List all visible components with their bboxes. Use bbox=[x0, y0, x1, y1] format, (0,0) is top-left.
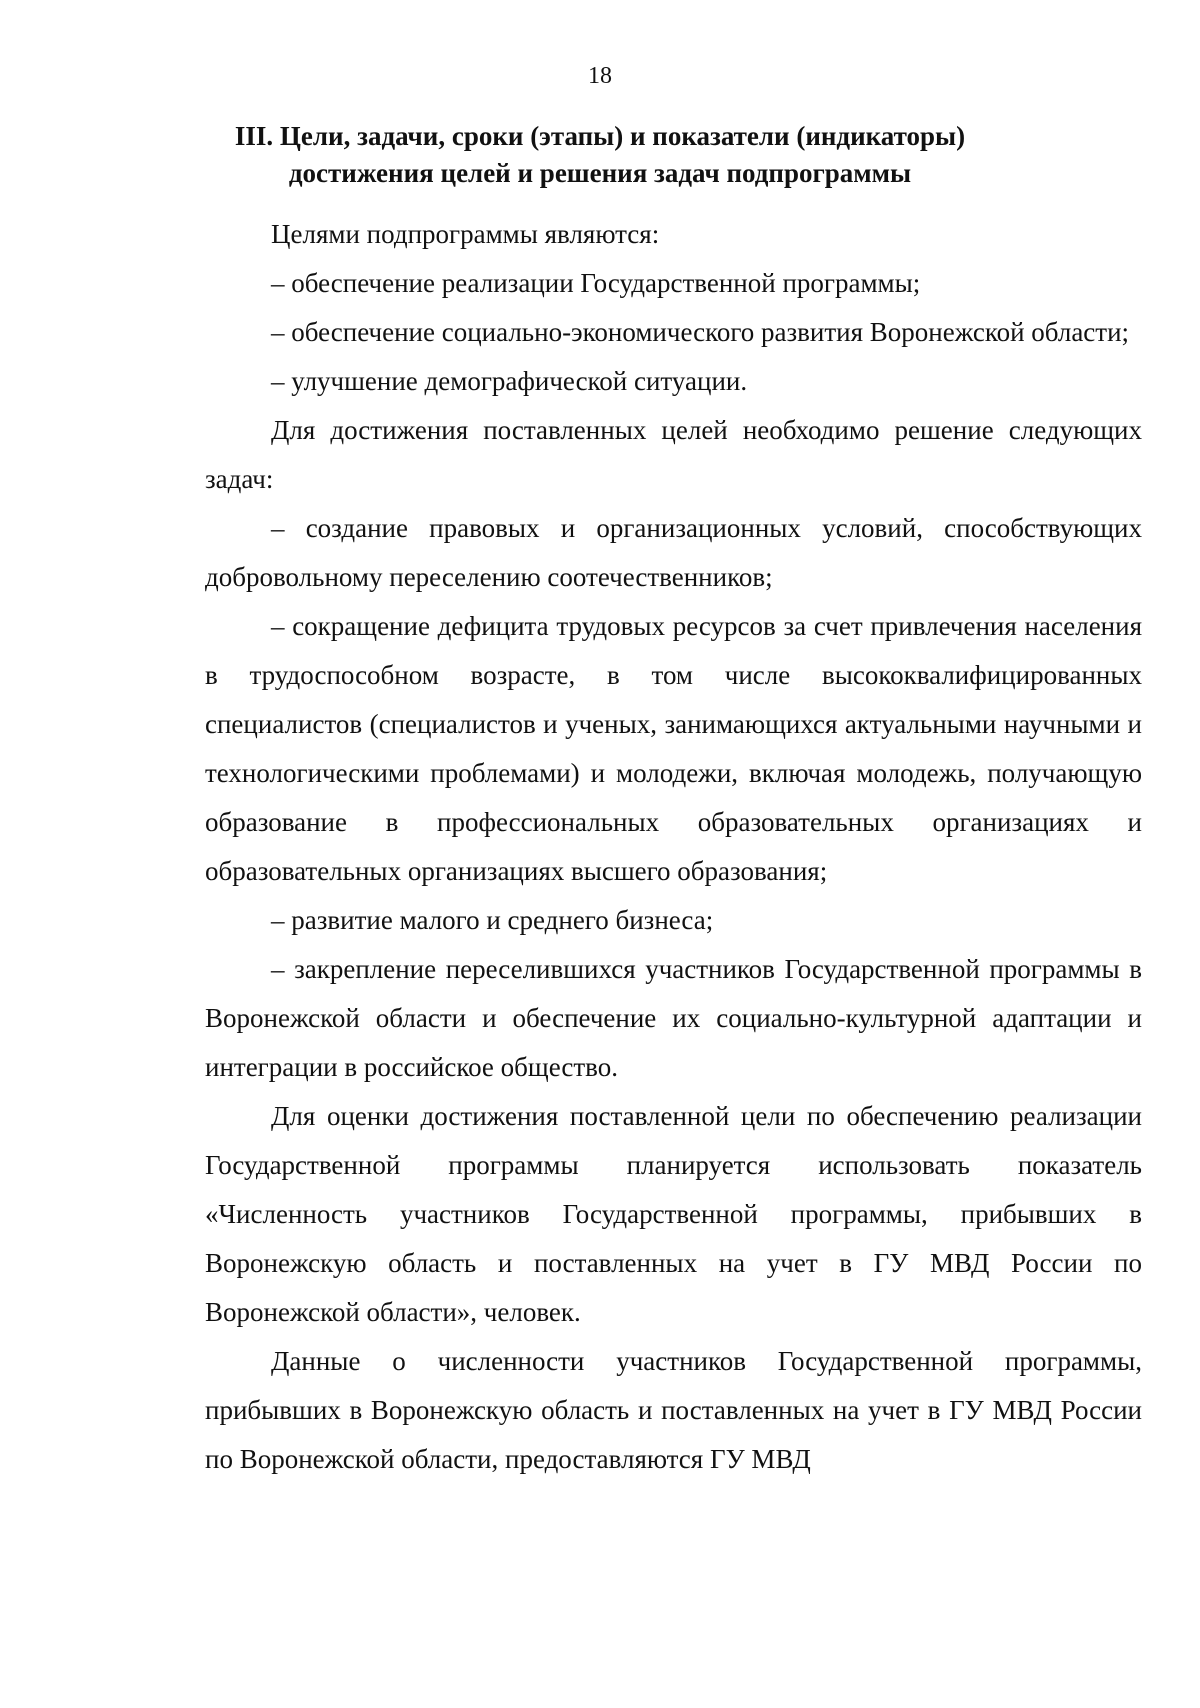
paragraph-task-4: – закрепление переселившихся участников Государственной программы в Воронежской области и обеспечение их социально-культурной адаптации и интеграции в российское общество. bbox=[205, 954, 1142, 1082]
paragraph-goal-3: – улучшение демографической ситуации. bbox=[271, 366, 748, 396]
paragraph-task-1: – создание правовых и организационных условий, способствующих добровольному переселению соотечественников; bbox=[205, 513, 1142, 592]
section-title-line-2: достижения целей и решения задач подпрограммы bbox=[288, 158, 912, 188]
paragraph-goals-intro: Целями подпрограммы являются: bbox=[271, 219, 660, 249]
paragraph-task-3: – развитие малого и среднего бизнеса; bbox=[271, 905, 714, 935]
section-title-line-1: III. Цели, задачи, сроки (этапы) и показатели (индикаторы) bbox=[234, 121, 966, 151]
section-title bbox=[150, 118, 1050, 192]
paragraph-goal-1: – обеспечение реализации Государственной программы; bbox=[271, 268, 921, 298]
paragraph-goal-2: – обеспечение социально-экономического развития Воронежской области; bbox=[271, 317, 1130, 347]
body-text bbox=[205, 210, 1142, 1484]
paragraph-task-2: – сокращение дефицита трудовых ресурсов за счет привлечения населения в трудоспособном возрасте, в том числе высококвалифицированных специалистов (специалистов и ученых, занимающихся актуальными научными и технологическими проблемами) и молодежи, включая молодежь, получающую образование в профессиональных образовательных организациях и образовательных организациях высшего образования; bbox=[205, 611, 1142, 886]
paragraph-indicator: Для оценки достижения поставленной цели по обеспечению реализации Государственной программы планируется использовать показатель «Численность участников Государственной программы, прибывших в Воронежскую область и поставленных на учет в ГУ МВД России по Воронежской области», человек. bbox=[205, 1101, 1142, 1327]
paragraph-tasks-intro: Для достижения поставленных целей необходимо решение следующих задач: bbox=[205, 415, 1142, 494]
page-number: 18 bbox=[588, 63, 612, 89]
paragraph-data-source: Данные о численности участников Государственной программы, прибывших в Воронежскую область и поставленных на учет в ГУ МВД России по Воронежской области, предоставляются ГУ МВД bbox=[205, 1346, 1142, 1474]
